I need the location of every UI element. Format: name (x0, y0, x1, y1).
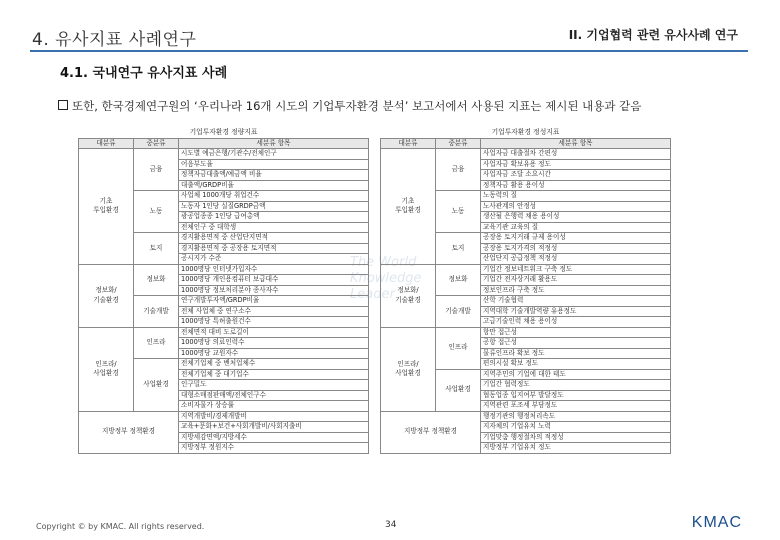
header-items: 세분류 항목 (481, 138, 671, 149)
header-items: 세분류 항목 (179, 138, 369, 149)
table-row (381, 149, 671, 160)
indicator-item-cell: 경지활용면적 중 산업단지면적 (179, 233, 369, 244)
indicator-item-cell: 1000명당 특허출원건수 (179, 317, 369, 328)
indicator-item-cell: 교육기관 교육의 질 (481, 222, 671, 233)
indicator-item-cell: 사업자금 조달 소요시간 (481, 170, 671, 181)
table-row (79, 327, 369, 338)
indicator-item-cell: 어음부도율 (179, 159, 369, 170)
mid-category-cell: 정보화 (436, 264, 481, 296)
section-title: 4. 유사지표 사례연구 (32, 30, 197, 50)
indicator-item-cell: 노사관계의 안정성 (481, 201, 671, 212)
header-mid: 중분류 (134, 138, 179, 149)
table-row (381, 411, 671, 422)
indicator-item-cell: 1000명당 교원자수 (179, 348, 369, 359)
indicator-item-cell: 행정기관의 행정처리속도 (481, 411, 671, 422)
indicator-item-cell: 전체 사업체 중 연구소수 (179, 306, 369, 317)
header-mid: 중분류 (436, 138, 481, 149)
mid-category-cell: 금융 (134, 149, 179, 191)
mid-category-cell: 기술개발 (436, 296, 481, 328)
indicator-item-cell: 전체기업체 중 벤처업체수 (179, 359, 369, 370)
indicator-item-cell: 사업자금 대출절차 간편성 (481, 149, 671, 160)
header-major: 대분류 (79, 138, 134, 149)
chapter-title: II. 기업협력 관련 유사사례 연구 (568, 28, 738, 42)
indicator-item-cell: 산업단지 공급정책 적정성 (481, 254, 671, 265)
table-row (79, 149, 369, 160)
major-category-cell: 기초 투입환경 (79, 149, 134, 265)
indicator-item-cell: 정보인프라 구축 정도 (481, 285, 671, 296)
indicator-item-cell: 연구개발투자액/GRDP비율 (179, 296, 369, 307)
indicator-item-cell: 시도별 예금은행/기관수/전체인구 (179, 149, 369, 160)
quantitative-indicator-table (78, 128, 369, 454)
header-divider (30, 50, 748, 52)
indicator-item-cell: 공시지가 수준 (179, 254, 369, 265)
mid-category-cell: 기술개발 (134, 296, 179, 328)
mid-category-cell: 노동 (134, 191, 179, 233)
indicator-item-cell: 1000명당 정보처리분야 종사자수 (179, 285, 369, 296)
indicator-item-cell: 기업간 정보네트워크 구축 정도 (481, 264, 671, 275)
page-number: 34 (385, 520, 397, 530)
indicator-item-cell: 전체인구 중 대학생 (179, 222, 369, 233)
mid-category-cell: 정보화 (134, 264, 179, 296)
table-body (381, 149, 671, 454)
indicator-item-cell: 공항 접근성 (481, 338, 671, 349)
mid-category-cell: 토지 (134, 233, 179, 265)
kmac-logo: KMAC (691, 514, 742, 531)
mid-category-cell: 인프라 (134, 327, 179, 359)
indicator-item-cell: 지역개발비/경제개발비 (179, 411, 369, 422)
indicator-item-cell: 기업맞춤 행정절차의 적정성 (481, 432, 671, 443)
table-row (381, 327, 671, 338)
indicator-item-cell: 물류인프라 확보 정도 (481, 348, 671, 359)
major-category-cell: 인프라/ 사업환경 (79, 327, 134, 411)
major-category-cell: 인프라/ 사업환경 (381, 327, 436, 411)
page-title: 4.1. 국내연구 유사지표 사례 (60, 66, 228, 81)
indicator-item-cell: 정책자금대출액/예금액 비율 (179, 170, 369, 181)
table-caption: 기업투자환경 정량지표 (189, 128, 258, 136)
indicator-item-cell: 기업간 전자상거래 활용도 (481, 275, 671, 286)
indicator-item-cell: 1000명당 개인용컴퓨터 보급대수 (179, 275, 369, 286)
indicator-item-cell: 소비자물가 상승률 (179, 401, 369, 412)
major-category-cell: 기초 투입환경 (381, 149, 436, 265)
indicator-item-cell: 지역관련 포조세 부담정도 (481, 401, 671, 412)
indicator-item-cell: 대출액/GRDP비율 (179, 180, 369, 191)
indicator-item-cell: 사업체 1000개당 취업건수 (179, 191, 369, 202)
mid-category-cell: 인프라 (436, 327, 481, 369)
indicator-item-cell: 전체기업체 중 대기업수 (179, 369, 369, 380)
header-major: 대분류 (381, 138, 436, 149)
mid-category-cell: 노동 (436, 191, 481, 233)
mid-category-cell: 사업환경 (436, 369, 481, 411)
table-row (79, 411, 369, 422)
table-row (381, 264, 671, 275)
indicator-item-cell: 대형소매점판매액/전체인구수 (179, 390, 369, 401)
indicator-item-cell: 기업간 협력정도 (481, 380, 671, 391)
indicator-item-cell: 사업자금 확보유용 정도 (481, 159, 671, 170)
indicator-item-cell: 지방정부 기업유치 정도 (481, 443, 671, 454)
indicator-item-cell: 지역대학 기술개발역량 유용정도 (481, 306, 671, 317)
indicator-item-cell: 광공업종종 1인당 급여총액 (179, 212, 369, 223)
indicator-item-cell: 교육+문화+보건+사회개발비/사회지출비 (179, 422, 369, 433)
mid-category-cell: 금융 (436, 149, 481, 191)
table-body (79, 149, 369, 454)
indicator-item-cell: 고급기술인력 채용 용이성 (481, 317, 671, 328)
indicator-item-cell: 공장용 토지거래 규제 용이성 (481, 233, 671, 244)
mid-category-cell: 토지 (436, 233, 481, 265)
indicator-item-cell: 노동력의 질 (481, 191, 671, 202)
indicator-item-cell: 산학 기술협력 (481, 296, 671, 307)
watermark-text: The World Knowledge Leader (350, 255, 422, 302)
copyright-text: Copyright © by KMAC. All rights reserved. (36, 522, 205, 531)
indicator-item-cell: 협동업종 입지여부 발달정도 (481, 390, 671, 401)
indicator-item-cell: 지자체의 기업유치 노력 (481, 422, 671, 433)
indicator-item-cell: 경지활용면적 중 공장용 토지면적 (179, 243, 369, 254)
indicator-item-cell: 노동자 1인당 실질GRDP금액 (179, 201, 369, 212)
major-category-cell: 지방정부 정책환경 (381, 411, 481, 453)
indicator-item-cell: 인구밀도 (179, 380, 369, 391)
bullet-paragraph (58, 98, 758, 115)
major-category-cell: 정보화/ 기술환경 (79, 264, 134, 327)
major-category-cell: 지방정부 정책환경 (79, 411, 179, 453)
mid-category-cell: 사업환경 (134, 359, 179, 412)
indicator-item-cell: 편의시설 확보 정도 (481, 359, 671, 370)
indicator-item-cell: 지방세감면액/지방세수 (179, 432, 369, 443)
indicator-item-cell: 전체면적 대비 도로길이 (179, 327, 369, 338)
indicator-item-cell: 정책자금 활용 용이성 (481, 180, 671, 191)
indicator-item-cell: 공장용 토지가격의 적정성 (481, 243, 671, 254)
indicator-item-cell: 지방정부 정원지수 (179, 443, 369, 454)
indicator-item-cell: 생산될 은행력 채용 용이성 (481, 212, 671, 223)
bullet-text: 또한, 한국경제연구원의 ‘우리나라 16개 시도의 기업투자환경 분석’ 보고서에서 사용된 지표는 제시된 내용과 같음 (72, 99, 642, 113)
indicator-item-cell: 지역주민의 기업에 대한 태도 (481, 369, 671, 380)
indicator-item-cell: 1000명당 의료인력수 (179, 338, 369, 349)
checkbox-bullet-icon (58, 100, 68, 110)
table-row (79, 264, 369, 275)
indicator-item-cell: 1000명당 인터넷가입자수 (179, 264, 369, 275)
table-caption: 기업투자환경 정성지표 (491, 128, 560, 136)
indicator-item-cell: 항만 접근성 (481, 327, 671, 338)
qualitative-indicator-table (380, 128, 671, 454)
major-category-cell: 정보화/ 기술환경 (381, 264, 436, 327)
